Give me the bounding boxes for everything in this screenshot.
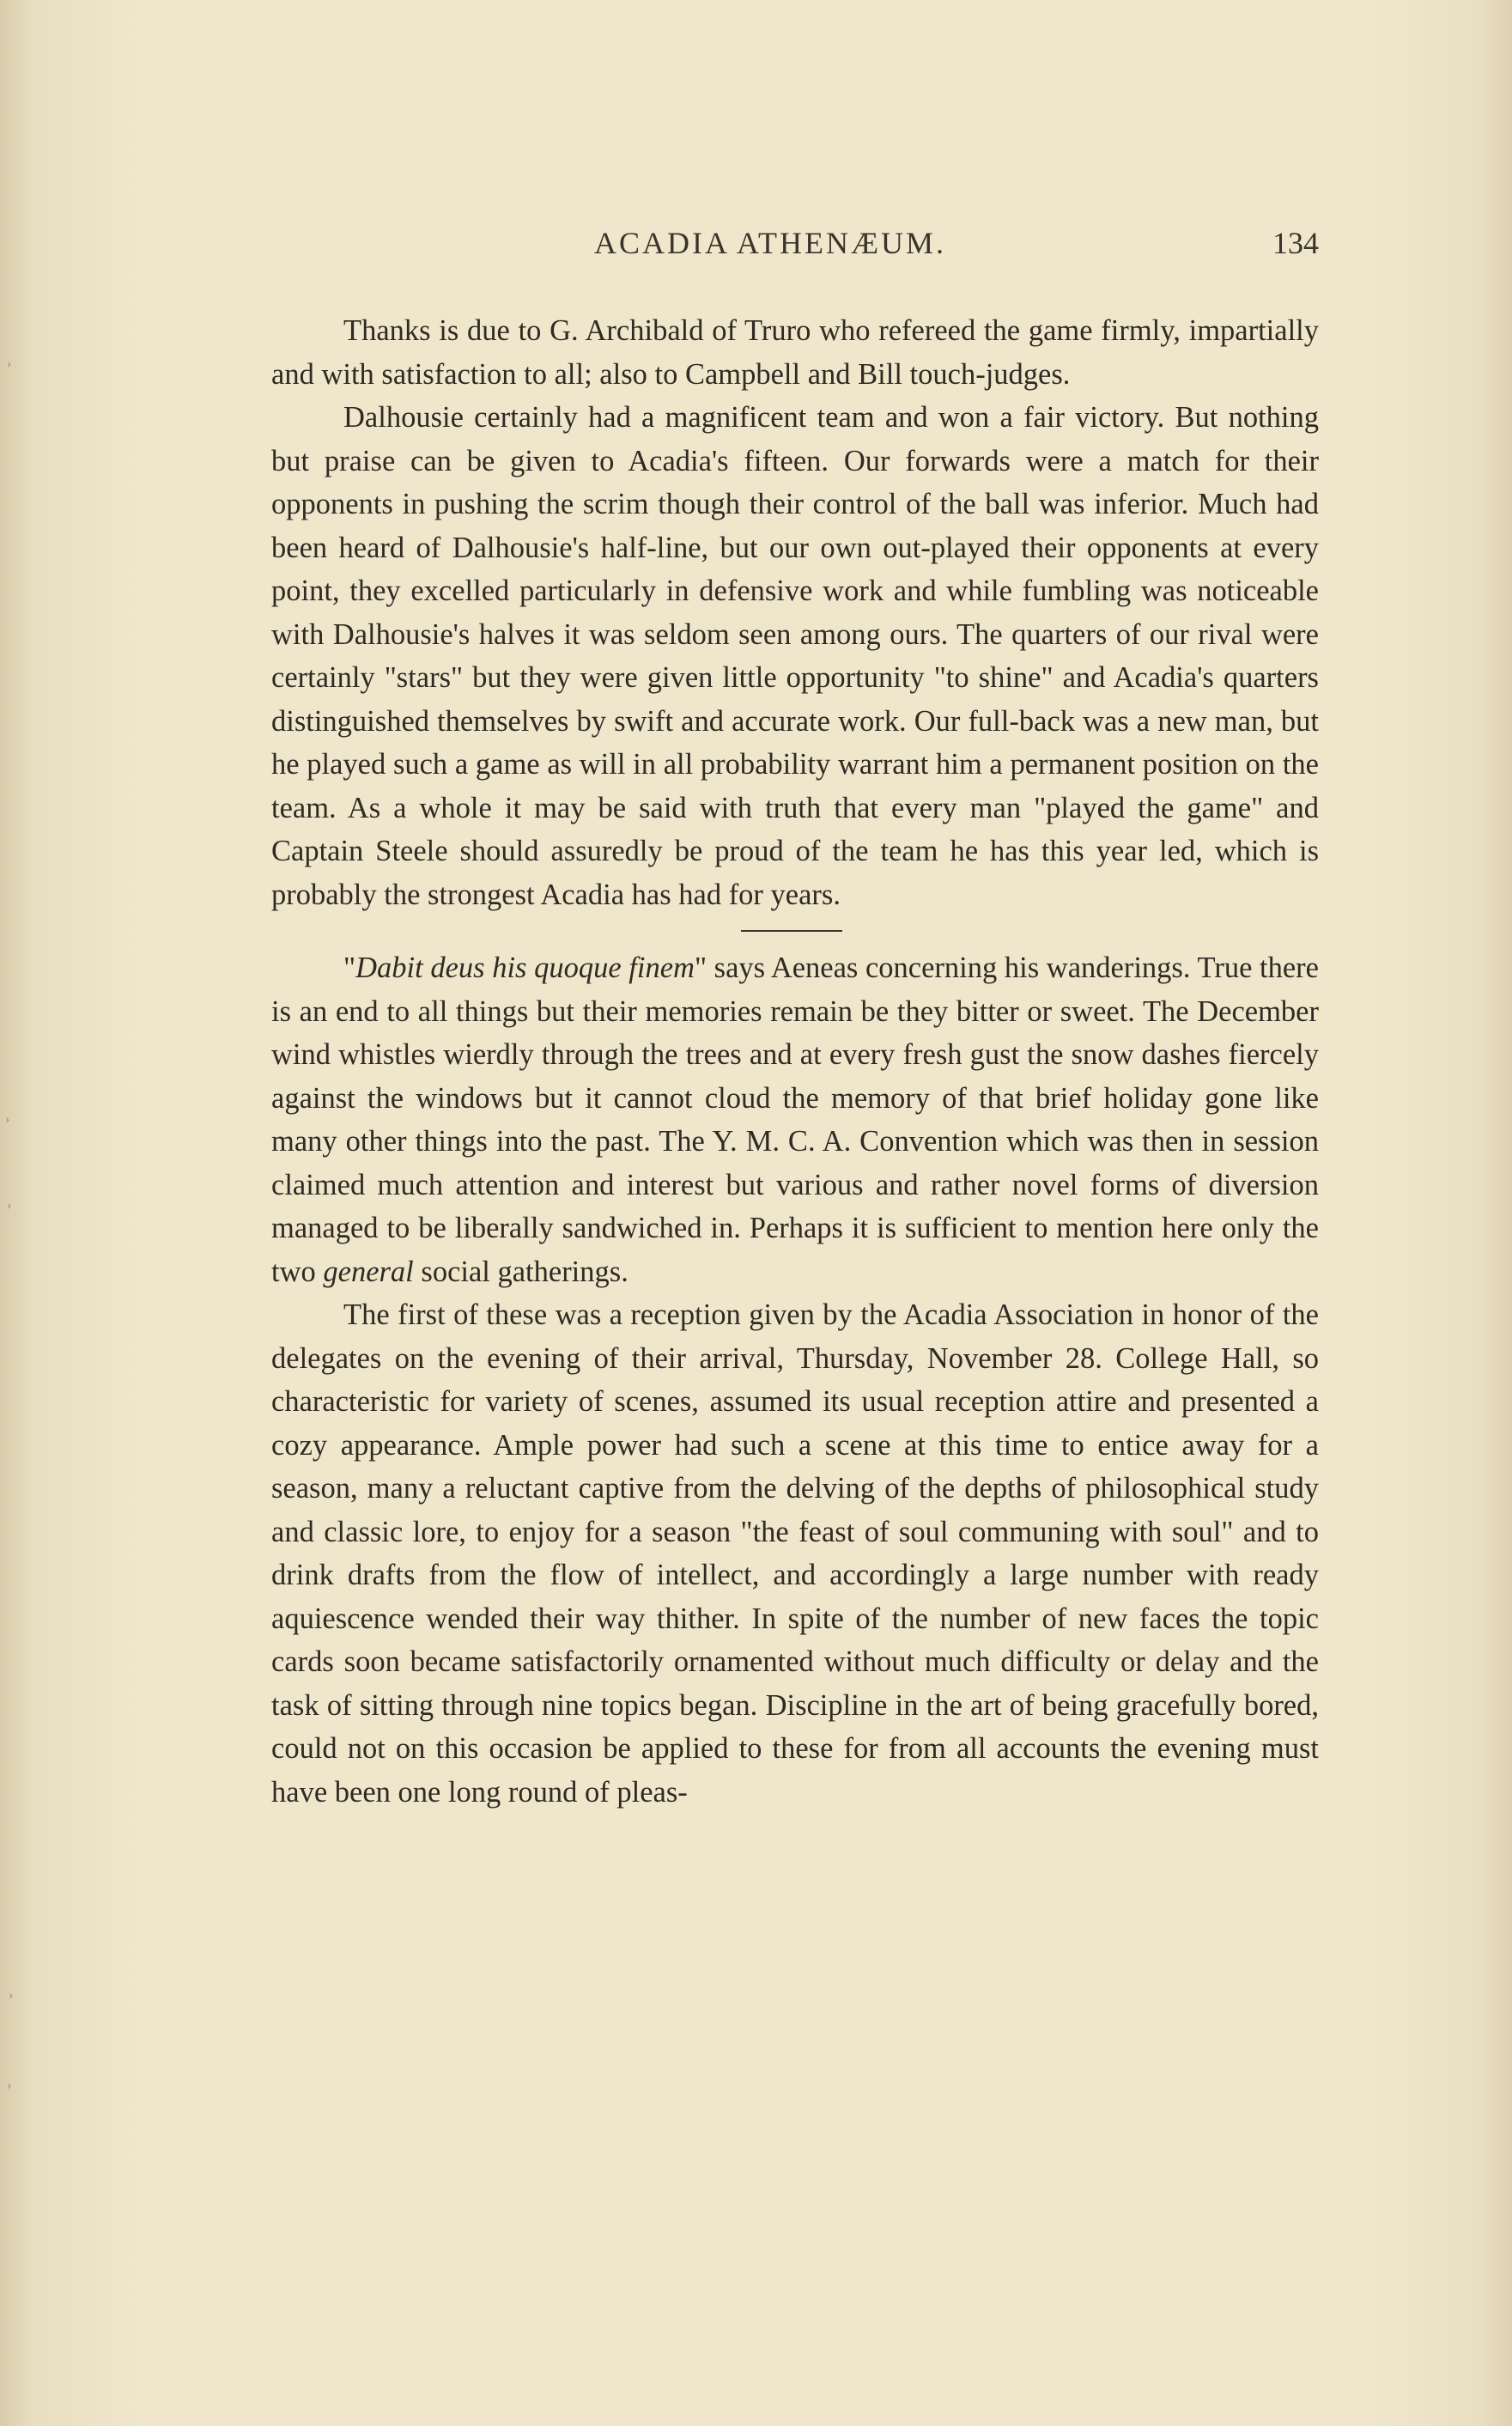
- paragraph-text: " says Aeneas concerning his wanderings. True there is an end to all things but their memories remain be they bitter or sweet. The December wind whistles wierdly through the trees and at every fresh gust the snow dashes fiercely against the windows but it cannot cloud the memory of that brief holiday gone like many other things into the past. The Y. M. C. A. Convention which was then in session claimed much attention and interest but various and rather novel forms of diversion managed to be liberally sandwiched in. Perhaps it is sufficient to mention here only the two: [271, 952, 1319, 1288]
- running-header: [271, 225, 1319, 277]
- paragraph-dabit-deus: [271, 946, 1319, 1293]
- italic-word-general: general: [323, 1255, 414, 1288]
- article-body: [271, 309, 1319, 1814]
- section-divider: [741, 930, 842, 932]
- latin-quote: Dabit deus his quoque finem: [355, 952, 695, 984]
- page-number: 134: [1272, 226, 1319, 260]
- quote-open: ": [343, 952, 356, 984]
- margin-mark: ›: [7, 2078, 12, 2093]
- journal-title: ACADIA ATHENÆUM.: [594, 226, 947, 260]
- paragraph-reception: The first of these was a reception given by the Acadia Association in honor of the delegates on the evening of their arrival, Thursday, November 28. College Hall, so characteristic for variety of scenes, assumed its usual reception attire and presented a cozy appearance. Ample power had such a scene at this time to entice away for a season, many a reluctant captive from the delving of the depths of philosophical study and classic lore, to enjoy for a season "the feast of soul communing with soul" and to drink drafts from the flow of intellect, and accordingly a large number with ready aquiescence wended their way thither. In spite of the number of new faces the topic cards soon became satisfactorily ornamented without much difficulty or delay and the task of sitting through nine topics began. Discipline in the art of being gracefully bored, could not on this occasion be applied to these for from all accounts the evening must have been one long round of pleas-: [271, 1298, 1319, 1809]
- margin-mark: ›: [9, 1988, 14, 2003]
- margin-mark: ›: [5, 1112, 10, 1127]
- paragraph-text-end: social gatherings.: [413, 1255, 628, 1288]
- paragraph-dalhousie: Dalhousie certainly had a magnificent team and won a fair victory. But nothing but praise can be given to Acadia's fifteen. Our forwards were a match for their opponents in pushing the scrim though their control of the ball was inferior. Much had been heard of Dalhousie's half-line, but our own out-played their opponents at every point, they excelled particularly in defensive work and while fumbling was noticeable with Dalhousie's halves it was seldom seen among ours. The quarters of our rival were certainly "stars" but they were given little opportunity "to shine" and Acadia's quarters distinguished themselves by swift and accurate work. Our full-back was a new man, but he played such a game as will in all probability warrant him a permanent position on the team. As a whole it may be said with truth that every man "played the game" and Captain Steele should assuredly be proud of the team he has this year led, which is probably the strongest Acadia has had for years.: [271, 401, 1319, 911]
- margin-mark: ›: [7, 1198, 12, 1213]
- margin-mark: ›: [7, 356, 12, 371]
- paragraph-thanks: Thanks is due to G. Archibald of Truro who refereed the game firmly, impartially and with satisfaction to all; also to Campbell and Bill touch-judges.: [271, 314, 1319, 391]
